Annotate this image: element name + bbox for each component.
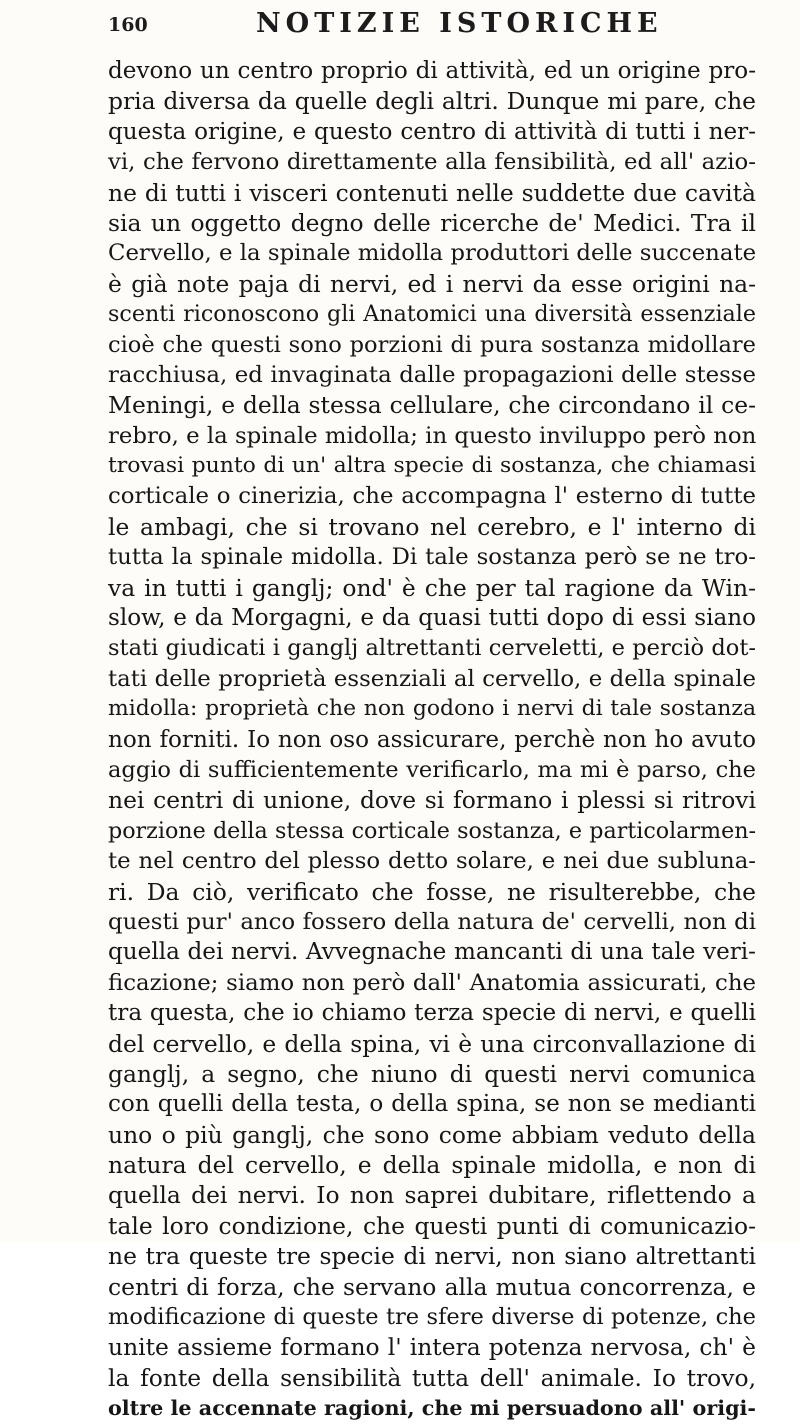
text-line: scenti riconoscono gli Anatomici una diversità essenziale: [108, 301, 756, 328]
page-header: [108, 8, 756, 44]
text-line: modificazione di queste tre sfere diverse di potenze, che: [108, 1304, 756, 1331]
text-line: sia un oggetto degno delle ricerche de' Medici. Tra il: [108, 208, 756, 237]
text-line: unite assieme formano l' intera potenza nervosa, ch' è: [108, 1333, 756, 1362]
text-line: non forniti. Io non oso assicurare, perchè non ho avuto: [108, 726, 756, 753]
text-line: questi pur' anco fossero della natura de' cervelli, non di: [108, 908, 756, 935]
text-line: le ambagi, che si trovano nel cerebro, e l' interno di: [108, 512, 756, 541]
text-line: vi, che fervono direttamente alla fensibilità, ed all' azio-: [108, 149, 756, 176]
text-line: porzione della stessa corticale sostanza, e particolarmen-: [108, 817, 756, 844]
text-line: nei centri di unione, dove si formano i plessi si ritrovi: [108, 786, 756, 815]
text-line: tale loro condizione, che questi punti di comunicazio-: [108, 1211, 756, 1240]
text-line: tati delle proprietà essenziali al cervello, e della spinale: [108, 665, 756, 692]
text-line: stati giudicati i ganglj altrettanti cerveletti, e perciò dot-: [108, 635, 756, 662]
text-line: rebro, e la spinale midolla; in questo inviluppo però non: [108, 422, 757, 449]
text-line: ficazione; siamo non però dall' Anatomia assicurati, che: [108, 969, 756, 996]
text-line: ganglj, a segno, che niuno di questi nervi comunica: [108, 1059, 756, 1088]
text-line: racchiusa, ed invaginata dalle propagazioni delle stesse: [108, 361, 756, 388]
running-head: NOTIZIE ISTORICHE: [256, 8, 663, 39]
body-text: [108, 56, 756, 1424]
text-line: con quelli della testa, o della spina, se non se medianti: [108, 1091, 756, 1118]
text-line: questa origine, e questo centro di attività di tutti i ner-: [108, 118, 756, 145]
text-line: tutta la spinale midolla. Di tale sostanza però se ne tro-: [108, 544, 756, 571]
text-line: la fonte della sensibilità tutta dell' animale. Io trovo,: [108, 1363, 756, 1392]
text-line: ne tra queste tre specie di nervi, non siano altrettanti: [108, 1242, 756, 1271]
text-line: te nel centro del plesso detto solare, e nei due subluna-: [108, 848, 756, 875]
page-number: 160: [108, 14, 148, 36]
text-line: Cervello, e la spinale midolla produttori delle succenate: [108, 240, 757, 267]
text-line: tra questa, che io chiamo terza specie di nervi, e quelli: [108, 1000, 756, 1027]
text-line: midolla: proprietà che non godono i nervi di tale sostanza: [108, 696, 756, 722]
text-line: quella dei nervi. Avvegnache mancanti di una tale veri-: [108, 939, 756, 966]
text-line: del cervello, e della spina, vi è una circonvallazione di: [108, 1029, 756, 1058]
text-line: centri di forza, che servano alla mutua concorrenza, e: [108, 1272, 756, 1301]
text-line: quella dei nervi. Io non saprei dubitare, riflettendo a: [108, 1181, 756, 1210]
text-line: ne di tutti i visceri contenuti nelle suddette due cavità: [108, 178, 756, 207]
text-line: corticale o cinerizia, che accompagna l' esterno di tutte: [108, 483, 756, 510]
text-line: va in tutti i ganglj; ond' è che per tal ragione da Win-: [108, 573, 756, 602]
text-line: uno o più ganglj, che sono come abbiam veduto della: [108, 1120, 756, 1149]
text-line: ri. Da ciò, verificato che fosse, ne risulterebbe, che: [108, 877, 756, 906]
text-line: slow, e da Morgagni, e da quasi tutti dopo di essi siano: [108, 605, 756, 632]
text-line: oltre le accennate ragioni, che mi persuadono all' origi-: [108, 1396, 756, 1421]
text-line: trovasi punto di un' altra specie di sostanza, che chiamasi: [108, 453, 756, 479]
text-line: pria diversa da quelle degli altri. Dunque mi pare, che: [108, 87, 756, 116]
text-line: aggio di sufficientemente verificarlo, ma mi è parso, che: [108, 756, 756, 783]
text-line: devono un centro proprio di attività, ed un origine pro-: [108, 58, 756, 84]
text-line: natura del cervello, e della spinale midolla, e non di: [108, 1151, 756, 1180]
text-line: Meningi, e della stessa cellulare, che circondano il ce-: [108, 391, 756, 420]
text-line: è già note paja di nervi, ed i nervi da esse origini na-: [108, 269, 756, 298]
text-line: cioè che questi sono porzioni di pura sostanza midollare: [108, 331, 756, 358]
